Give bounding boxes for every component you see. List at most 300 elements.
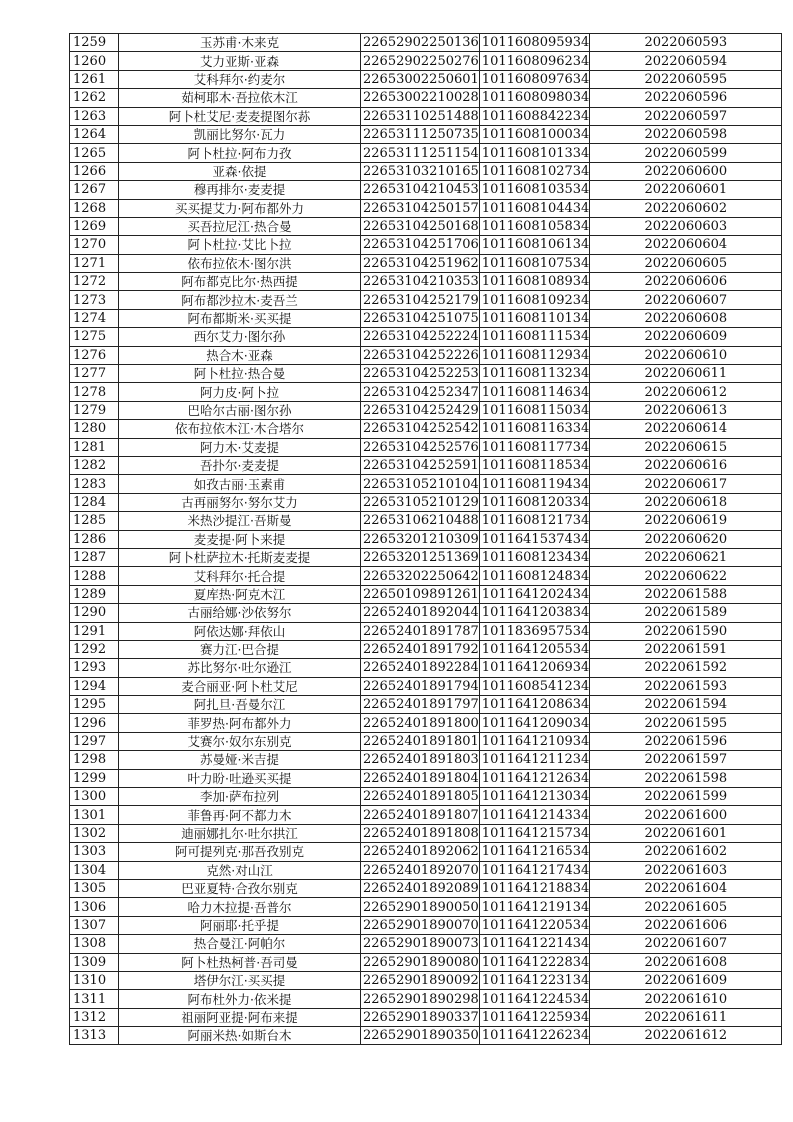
table-row [70, 456, 782, 474]
table-row [70, 52, 782, 70]
account-number-cell: 1011608120334 [479, 493, 590, 511]
student-name-cell: 塔伊尔江·买买提 [119, 971, 361, 989]
student-name-cell: 阿可提列克·那吾孜别克 [119, 843, 361, 861]
serial-number-cell: 2022061612 [590, 1027, 782, 1045]
exam-number-cell: 22653104210353 [361, 273, 480, 291]
account-number-cell: 1011608097634 [479, 70, 590, 88]
serial-number-cell: 2022061604 [590, 879, 782, 897]
table-row [70, 365, 782, 383]
row-number-cell: 1291 [70, 622, 119, 640]
student-name-cell: 亚森·依提 [119, 162, 361, 180]
exam-number-cell: 22652401891787 [361, 622, 480, 640]
table-row [70, 585, 782, 603]
account-number-cell: 1011641220534 [479, 916, 590, 934]
account-number-cell: 1011608114634 [479, 383, 590, 401]
student-name-cell: 哈力木拉提·吾普尔 [119, 898, 361, 916]
account-number-cell: 1011608107534 [479, 254, 590, 272]
account-number-cell: 1011641218834 [479, 879, 590, 897]
row-number-cell: 1260 [70, 52, 119, 70]
account-number-cell: 1011608111534 [479, 328, 590, 346]
account-number-cell: 1011641221434 [479, 935, 590, 953]
table-row [70, 401, 782, 419]
serial-number-cell: 2022061598 [590, 769, 782, 787]
account-number-cell: 1011608106134 [479, 236, 590, 254]
row-number-cell: 1282 [70, 456, 119, 474]
row-number-cell: 1286 [70, 530, 119, 548]
student-name-cell: 阿布都克比尔·热西提 [119, 273, 361, 291]
serial-number-cell: 2022060606 [590, 273, 782, 291]
student-name-cell: 艾科拜尔·约麦尔 [119, 70, 361, 88]
row-number-cell: 1269 [70, 217, 119, 235]
table-row [70, 1027, 782, 1045]
table-row [70, 420, 782, 438]
row-number-cell: 1284 [70, 493, 119, 511]
serial-number-cell: 2022061593 [590, 677, 782, 695]
account-number-cell: 1011836957534 [479, 622, 590, 640]
exam-number-cell: 22652901890070 [361, 916, 480, 934]
exam-number-cell: 22653106210488 [361, 512, 480, 530]
row-number-cell: 1277 [70, 365, 119, 383]
table-row [70, 107, 782, 125]
exam-number-cell: 22652901890337 [361, 1008, 480, 1026]
table-row [70, 475, 782, 493]
student-name-cell: 吾扑尔·麦麦提 [119, 456, 361, 474]
serial-number-cell: 2022060600 [590, 162, 782, 180]
student-name-cell: 阿卜杜拉·热合曼 [119, 365, 361, 383]
row-number-cell: 1301 [70, 806, 119, 824]
account-number-cell: 1011608112934 [479, 346, 590, 364]
row-number-cell: 1294 [70, 677, 119, 695]
exam-number-cell: 22653105210129 [361, 493, 480, 511]
serial-number-cell: 2022061606 [590, 916, 782, 934]
exam-number-cell: 22653104252226 [361, 346, 480, 364]
student-name-cell: 艾力亚斯·亚森 [119, 52, 361, 70]
table-row [70, 162, 782, 180]
table-row [70, 1008, 782, 1026]
serial-number-cell: 2022060608 [590, 309, 782, 327]
exam-number-cell: 22652401891797 [361, 696, 480, 714]
student-name-cell: 迪丽娜扎尔·吐尔拱江 [119, 824, 361, 842]
exam-number-cell: 22653104252179 [361, 291, 480, 309]
serial-number-cell: 2022061592 [590, 659, 782, 677]
exam-number-cell: 22653201210309 [361, 530, 480, 548]
account-number-cell: 1011641202434 [479, 585, 590, 603]
row-number-cell: 1312 [70, 1008, 119, 1026]
student-name-cell: 麦麦提·阿卜来提 [119, 530, 361, 548]
exam-number-cell: 22653104252429 [361, 401, 480, 419]
row-number-cell: 1262 [70, 89, 119, 107]
exam-number-cell: 22652401891805 [361, 788, 480, 806]
row-number-cell: 1265 [70, 144, 119, 162]
row-number-cell: 1268 [70, 199, 119, 217]
account-number-cell: 1011641217434 [479, 861, 590, 879]
table-row [70, 567, 782, 585]
row-number-cell: 1295 [70, 696, 119, 714]
student-name-cell: 买吾拉尼江·热合曼 [119, 217, 361, 235]
account-number-cell: 1011641216534 [479, 843, 590, 861]
serial-number-cell: 2022060618 [590, 493, 782, 511]
exam-number-cell: 22653104252576 [361, 438, 480, 456]
row-number-cell: 1292 [70, 640, 119, 658]
student-name-cell: 菲鲁再·阿不都力木 [119, 806, 361, 824]
student-name-cell: 苏比努尔·吐尔逊江 [119, 659, 361, 677]
student-name-cell: 阿卜杜萨拉木·托斯麦麦提 [119, 548, 361, 566]
serial-number-cell: 2022061611 [590, 1008, 782, 1026]
row-number-cell: 1309 [70, 953, 119, 971]
serial-number-cell: 2022060603 [590, 217, 782, 235]
serial-number-cell: 2022061589 [590, 604, 782, 622]
exam-number-cell: 22652401892062 [361, 843, 480, 861]
student-name-cell: 阿依达娜·拜依山 [119, 622, 361, 640]
student-name-cell: 阿布都斯米·买买提 [119, 309, 361, 327]
account-number-cell: 1011641206934 [479, 659, 590, 677]
exam-number-cell: 22652901890050 [361, 898, 480, 916]
account-number-cell: 1011641224534 [479, 990, 590, 1008]
exam-number-cell: 22652401891794 [361, 677, 480, 695]
table-row [70, 217, 782, 235]
student-name-cell: 米热沙提江·吾斯曼 [119, 512, 361, 530]
account-number-cell: 1011608110134 [479, 309, 590, 327]
serial-number-cell: 2022060598 [590, 125, 782, 143]
student-name-cell: 依布拉依木江·木合塔尔 [119, 420, 361, 438]
serial-number-cell: 2022060617 [590, 475, 782, 493]
row-number-cell: 1272 [70, 273, 119, 291]
table-row [70, 640, 782, 658]
row-number-cell: 1297 [70, 732, 119, 750]
row-number-cell: 1275 [70, 328, 119, 346]
account-number-cell: 1011641222834 [479, 953, 590, 971]
row-number-cell: 1287 [70, 548, 119, 566]
serial-number-cell: 2022060601 [590, 181, 782, 199]
table-row [70, 89, 782, 107]
row-number-cell: 1274 [70, 309, 119, 327]
account-number-cell: 1011641214334 [479, 806, 590, 824]
table-row [70, 181, 782, 199]
student-name-cell: 克然·对山江 [119, 861, 361, 879]
row-number-cell: 1298 [70, 751, 119, 769]
serial-number-cell: 2022061597 [590, 751, 782, 769]
student-name-cell: 古丽给娜·沙依努尔 [119, 604, 361, 622]
row-number-cell: 1313 [70, 1027, 119, 1045]
row-number-cell: 1281 [70, 438, 119, 456]
serial-number-cell: 2022060620 [590, 530, 782, 548]
account-number-cell: 1011641223134 [479, 971, 590, 989]
row-number-cell: 1303 [70, 843, 119, 861]
table-row [70, 328, 782, 346]
row-number-cell: 1270 [70, 236, 119, 254]
serial-number-cell: 2022061609 [590, 971, 782, 989]
row-number-cell: 1299 [70, 769, 119, 787]
table-row [70, 824, 782, 842]
student-name-cell: 巴哈尔古丽·图尔孙 [119, 401, 361, 419]
student-name-cell: 叶力昐·吐逊买买提 [119, 769, 361, 787]
student-name-cell: 阿卜杜艾尼·麦麦提图尔荪 [119, 107, 361, 125]
serial-number-cell: 2022060596 [590, 89, 782, 107]
account-number-cell: 1011608095934 [479, 34, 590, 52]
account-number-cell: 1011608541234 [479, 677, 590, 695]
roster-table [69, 33, 782, 1045]
table-row [70, 916, 782, 934]
table-row [70, 70, 782, 88]
account-number-cell: 1011608096234 [479, 52, 590, 70]
serial-number-cell: 2022061608 [590, 953, 782, 971]
table-row [70, 879, 782, 897]
row-number-cell: 1276 [70, 346, 119, 364]
table-row [70, 125, 782, 143]
row-number-cell: 1310 [70, 971, 119, 989]
exam-number-cell: 22652401892089 [361, 879, 480, 897]
serial-number-cell: 2022060619 [590, 512, 782, 530]
serial-number-cell: 2022060607 [590, 291, 782, 309]
row-number-cell: 1278 [70, 383, 119, 401]
serial-number-cell: 2022060621 [590, 548, 782, 566]
serial-number-cell: 2022060612 [590, 383, 782, 401]
exam-number-cell: 22653110251488 [361, 107, 480, 125]
student-name-cell: 祖丽阿亚提·阿布来提 [119, 1008, 361, 1026]
table-row [70, 383, 782, 401]
row-number-cell: 1288 [70, 567, 119, 585]
row-number-cell: 1285 [70, 512, 119, 530]
account-number-cell: 1011641215734 [479, 824, 590, 842]
row-number-cell: 1305 [70, 879, 119, 897]
table-row [70, 530, 782, 548]
student-name-cell: 依布拉依木·图尔洪 [119, 254, 361, 272]
student-name-cell: 如孜古丽·玉素甫 [119, 475, 361, 493]
account-number-cell: 1011641213034 [479, 788, 590, 806]
serial-number-cell: 2022060609 [590, 328, 782, 346]
row-number-cell: 1307 [70, 916, 119, 934]
exam-number-cell: 22653104252591 [361, 456, 480, 474]
serial-number-cell: 2022061600 [590, 806, 782, 824]
table-row [70, 843, 782, 861]
row-number-cell: 1302 [70, 824, 119, 842]
table-row [70, 346, 782, 364]
student-name-cell: 买买提艾力·阿布都外力 [119, 199, 361, 217]
exam-number-cell: 22653111250735 [361, 125, 480, 143]
table-row [70, 677, 782, 695]
account-number-cell: 1011608123434 [479, 548, 590, 566]
student-name-cell: 阿卜杜拉·艾比卜拉 [119, 236, 361, 254]
serial-number-cell: 2022061591 [590, 640, 782, 658]
account-number-cell: 1011608101334 [479, 144, 590, 162]
student-name-cell: 古再丽努尔·努尔艾力 [119, 493, 361, 511]
account-number-cell: 1011641212634 [479, 769, 590, 787]
row-number-cell: 1267 [70, 181, 119, 199]
row-number-cell: 1279 [70, 401, 119, 419]
exam-number-cell: 22650109891261 [361, 585, 480, 603]
exam-number-cell: 22652901890298 [361, 990, 480, 1008]
serial-number-cell: 2022060594 [590, 52, 782, 70]
table-row [70, 659, 782, 677]
exam-number-cell: 22653104250157 [361, 199, 480, 217]
student-name-cell: 阿力木·艾麦提 [119, 438, 361, 456]
account-number-cell: 1011641211234 [479, 751, 590, 769]
serial-number-cell: 2022060602 [590, 199, 782, 217]
account-number-cell: 1011608109234 [479, 291, 590, 309]
student-name-cell: 阿布都沙拉木·麦吾兰 [119, 291, 361, 309]
exam-number-cell: 22652902250136 [361, 34, 480, 52]
exam-number-cell: 22652401892284 [361, 659, 480, 677]
exam-number-cell: 22653002250601 [361, 70, 480, 88]
row-number-cell: 1290 [70, 604, 119, 622]
serial-number-cell: 2022060605 [590, 254, 782, 272]
serial-number-cell: 2022061603 [590, 861, 782, 879]
serial-number-cell: 2022060616 [590, 456, 782, 474]
student-name-cell: 热合木·亚森 [119, 346, 361, 364]
table-row [70, 144, 782, 162]
exam-number-cell: 22653104210453 [361, 181, 480, 199]
table-row [70, 953, 782, 971]
student-name-cell: 巴亚夏特·合孜尔别克 [119, 879, 361, 897]
serial-number-cell: 2022061594 [590, 696, 782, 714]
table-row [70, 806, 782, 824]
student-name-cell: 夏库热·阿克木江 [119, 585, 361, 603]
serial-number-cell: 2022061588 [590, 585, 782, 603]
exam-number-cell: 22653104250168 [361, 217, 480, 235]
row-number-cell: 1296 [70, 714, 119, 732]
table-row [70, 273, 782, 291]
account-number-cell: 1011641210934 [479, 732, 590, 750]
exam-number-cell: 22652901890073 [361, 935, 480, 953]
serial-number-cell: 2022061607 [590, 935, 782, 953]
table-row [70, 199, 782, 217]
exam-number-cell: 22652401891803 [361, 751, 480, 769]
account-number-cell: 1011608121734 [479, 512, 590, 530]
exam-number-cell: 22653202250642 [361, 567, 480, 585]
account-number-cell: 1011608124834 [479, 567, 590, 585]
student-name-cell: 热合曼江·阿帕尔 [119, 935, 361, 953]
account-number-cell: 1011641205534 [479, 640, 590, 658]
table-row [70, 493, 782, 511]
row-number-cell: 1283 [70, 475, 119, 493]
row-number-cell: 1280 [70, 420, 119, 438]
account-number-cell: 1011641209034 [479, 714, 590, 732]
account-number-cell: 1011608118534 [479, 456, 590, 474]
account-number-cell: 1011608117734 [479, 438, 590, 456]
student-name-cell: 阿扎旦·吾曼尔江 [119, 696, 361, 714]
table-row [70, 898, 782, 916]
account-number-cell: 1011608842234 [479, 107, 590, 125]
table-row [70, 788, 782, 806]
student-name-cell: 穆再排尔·麦麦提 [119, 181, 361, 199]
exam-number-cell: 22653104252542 [361, 420, 480, 438]
row-number-cell: 1304 [70, 861, 119, 879]
exam-number-cell: 22652401891801 [361, 732, 480, 750]
row-number-cell: 1293 [70, 659, 119, 677]
row-number-cell: 1261 [70, 70, 119, 88]
table-row [70, 34, 782, 52]
table-row [70, 696, 782, 714]
serial-number-cell: 2022060610 [590, 346, 782, 364]
serial-number-cell: 2022060622 [590, 567, 782, 585]
exam-number-cell: 22653104252253 [361, 365, 480, 383]
table-row [70, 935, 782, 953]
account-number-cell: 1011608108934 [479, 273, 590, 291]
serial-number-cell: 2022061590 [590, 622, 782, 640]
account-number-cell: 1011608119434 [479, 475, 590, 493]
exam-number-cell: 22653103210165 [361, 162, 480, 180]
row-number-cell: 1259 [70, 34, 119, 52]
exam-number-cell: 22653201251369 [361, 548, 480, 566]
serial-number-cell: 2022060597 [590, 107, 782, 125]
table-row [70, 548, 782, 566]
exam-number-cell: 22653104252347 [361, 383, 480, 401]
exam-number-cell: 22652401891800 [361, 714, 480, 732]
student-name-cell: 玉苏甫·木来克 [119, 34, 361, 52]
account-number-cell: 1011608115034 [479, 401, 590, 419]
serial-number-cell: 2022060613 [590, 401, 782, 419]
table-row [70, 604, 782, 622]
row-number-cell: 1289 [70, 585, 119, 603]
account-number-cell: 1011608100034 [479, 125, 590, 143]
student-name-cell: 阿丽耶·托乎提 [119, 916, 361, 934]
exam-number-cell: 22652401892070 [361, 861, 480, 879]
exam-number-cell: 22652901890350 [361, 1027, 480, 1045]
row-number-cell: 1263 [70, 107, 119, 125]
exam-number-cell: 22653104252224 [361, 328, 480, 346]
table-row [70, 732, 782, 750]
table-row [70, 990, 782, 1008]
table-row [70, 438, 782, 456]
table-row [70, 236, 782, 254]
student-name-cell: 阿布杜外力·依米提 [119, 990, 361, 1008]
row-number-cell: 1266 [70, 162, 119, 180]
table-row [70, 622, 782, 640]
serial-number-cell: 2022060599 [590, 144, 782, 162]
row-number-cell: 1306 [70, 898, 119, 916]
table-row [70, 291, 782, 309]
table-row [70, 512, 782, 530]
student-name-cell: 阿卜杜拉·阿布力孜 [119, 144, 361, 162]
exam-number-cell: 22653111251154 [361, 144, 480, 162]
exam-number-cell: 22653104251706 [361, 236, 480, 254]
student-name-cell: 凯丽比努尔·瓦力 [119, 125, 361, 143]
account-number-cell: 1011608116334 [479, 420, 590, 438]
student-name-cell: 西尔艾力·图尔孙 [119, 328, 361, 346]
exam-number-cell: 22652401891808 [361, 824, 480, 842]
account-number-cell: 1011608105834 [479, 217, 590, 235]
student-name-cell: 艾科拜尔·托合提 [119, 567, 361, 585]
account-number-cell: 1011641537434 [479, 530, 590, 548]
student-name-cell: 赛力江·巴合提 [119, 640, 361, 658]
student-name-cell: 麦合丽亚·阿卜杜艾尼 [119, 677, 361, 695]
roster-rows [70, 34, 782, 1045]
table-row [70, 971, 782, 989]
table-row [70, 309, 782, 327]
student-name-cell: 苏曼娅·米吉提 [119, 751, 361, 769]
serial-number-cell: 2022060604 [590, 236, 782, 254]
serial-number-cell: 2022060595 [590, 70, 782, 88]
student-name-cell: 李加·萨布拉列 [119, 788, 361, 806]
account-number-cell: 1011608104434 [479, 199, 590, 217]
table-row [70, 751, 782, 769]
table-row [70, 861, 782, 879]
table-row [70, 254, 782, 272]
exam-number-cell: 22652401892044 [361, 604, 480, 622]
exam-number-cell: 22653104251962 [361, 254, 480, 272]
account-number-cell: 1011608102734 [479, 162, 590, 180]
account-number-cell: 1011608113234 [479, 365, 590, 383]
account-number-cell: 1011641225934 [479, 1008, 590, 1026]
account-number-cell: 1011608098034 [479, 89, 590, 107]
student-name-cell: 阿卜杜热柯普·吾司曼 [119, 953, 361, 971]
account-number-cell: 1011641219134 [479, 898, 590, 916]
exam-number-cell: 22653002210028 [361, 89, 480, 107]
row-number-cell: 1271 [70, 254, 119, 272]
student-name-cell: 阿丽米热·如斯台木 [119, 1027, 361, 1045]
row-number-cell: 1264 [70, 125, 119, 143]
serial-number-cell: 2022060611 [590, 365, 782, 383]
